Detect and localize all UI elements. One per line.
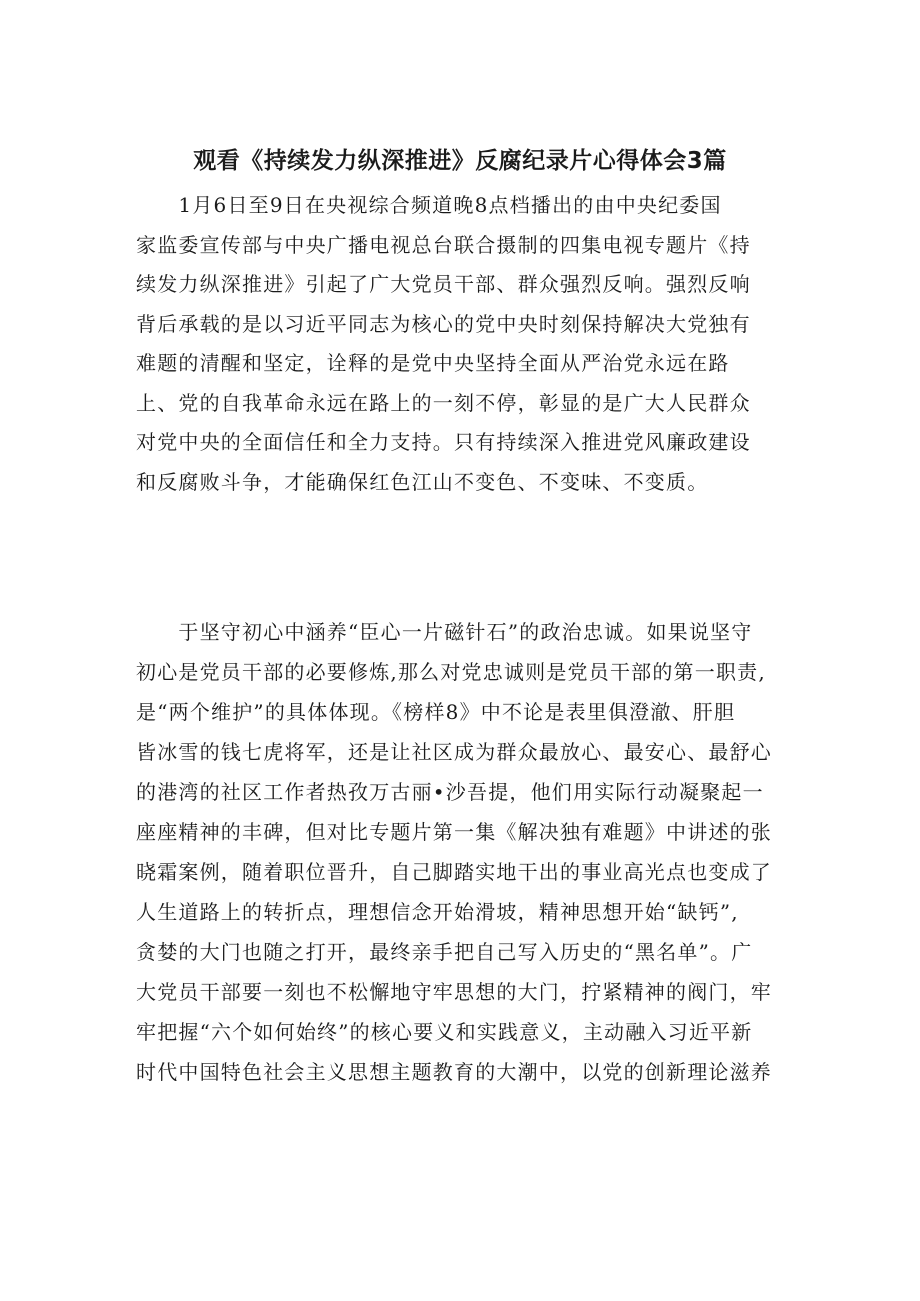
paragraph-line: 晓霜案例，随着职位晋升，自己脚踏实地干出的事业高光点也变成了 bbox=[136, 860, 772, 884]
document-title: 观看《持续发力纵深推进》反腐纪录片心得体会3篇 bbox=[193, 148, 727, 174]
paragraph-line: 背后承载的是以习近平同志为核心的党中央时刻保持解决大党独有 bbox=[136, 311, 751, 336]
paragraph-line: 人生道路上的转折点，理想信念开始滑坡，精神思想开始“缺钙”, bbox=[136, 900, 739, 924]
paragraph-1 bbox=[136, 186, 796, 502]
paragraph-line: 是“两个维护”的具体体现。《榜样8》中不论是表里俱澄澈、肝胆 bbox=[136, 700, 736, 724]
paragraph-line: 和反腐败斗争，才能确保红色江山不变色、不变味、不变质。 bbox=[136, 469, 709, 494]
paragraph-line: 家监委宣传部与中央广播电视总台联合摄制的四集电视专题片《持 bbox=[136, 232, 751, 257]
paragraph-line: 对党中央的全面信任和全力支持。只有持续深入推进党风廉政建设 bbox=[136, 430, 751, 454]
paragraph-line: 座座精神的丰碑，但对比专题片第一集《解决独有难题》中讲述的张 bbox=[136, 820, 772, 844]
paragraph-line: 牢把握“六个如何始终”的核心要义和实践意义，主动融入习近平新 bbox=[136, 1020, 753, 1044]
paragraph-line: 的港湾的社区工作者热孜万古丽•沙吾提，他们用实际行动凝聚起一 bbox=[136, 780, 764, 804]
paragraph-2 bbox=[136, 612, 796, 1092]
paragraph-line: 时代中国特色社会主义思想主题教育的大潮中，以党的创新理论滋养 bbox=[136, 1060, 772, 1084]
paragraph-line: 于坚守初心中涵养“臣心一片磁针石”的政治忠诚。如果说坚守 bbox=[136, 620, 753, 644]
paragraph-line: 皆冰雪的钱七虎将军，还是让社区成为群众最放心、最安心、最舒心 bbox=[136, 740, 772, 764]
paragraph-line: 贪婪的大门也随之打开，最终亲手把自己写入历史的“黑名单”。广 bbox=[136, 940, 753, 964]
paragraph-line: 上、党的自我革命永远在路上的一刻不停，彰显的是广大人民群众 bbox=[136, 390, 751, 415]
paragraph-line: 初心是党员干部的必要修炼,那么对党忠诚则是党员干部的第一职责, bbox=[136, 660, 766, 684]
paragraph-line: 大党员干部要一刻也不松懈地守牢思想的大门，拧紧精神的阀门，牢 bbox=[136, 980, 772, 1004]
paragraph-line: 1月6日至9日在央视综合频道晚8点档播出的由中央纪委国 bbox=[136, 193, 722, 217]
paragraph-line: 难题的清醒和坚定，诠释的是党中央坚持全面从严治党永远在路 bbox=[136, 351, 730, 375]
paragraph-line: 续发力纵深推进》引起了广大党员干部、群众强烈反响。强烈反响 bbox=[136, 272, 751, 296]
